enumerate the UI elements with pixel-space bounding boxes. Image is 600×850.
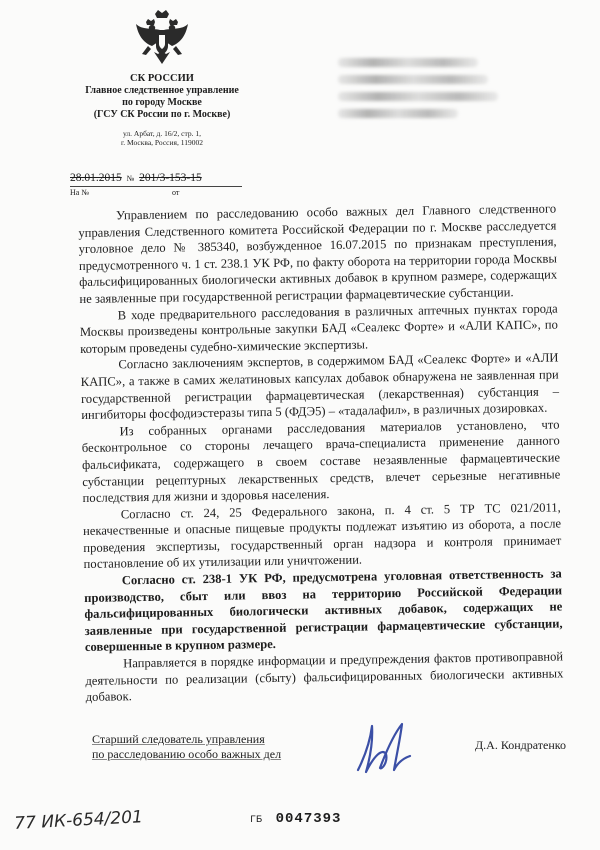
address-line: ул. Арбат, д. 16/2, стр. 1,: [123, 129, 201, 138]
body-paragraph: Из собранных органами расследования материалов установлено, что бесконтрольное со стороны лечащего врача-специалиста применение данного фальсификата, содержащего в своем составе незаявленные фармацевтические субстанции рецептурных лекарственных средств, влечет серьезные негативные последствия для жизни и здоровья населения.: [81, 417, 561, 506]
serial-prefix: ГБ: [250, 815, 263, 826]
bold-warning-paragraph: Согласно ст. 238-1 УК РФ, предусмотрена уголовная ответственность за производство, сбыт или ввоз на территорию Российской Федерации фальсифицированных биологически активных добавок, содержащих не заявленные при государственной регистрации фармацевтические субстанции, совершенные в крупном размере.: [84, 566, 563, 655]
registration-underline: [70, 186, 242, 187]
org-address: [62, 129, 262, 147]
redacted-recipient-block: [338, 58, 538, 126]
body-paragraph: Согласно заключениям экспертов, в содержимом БАД «Сеалекс Форте» и «АЛИ КАПС», а также в самих желатиновых капсулах добавок обнаружена не заявленная при государственной регистрации фармацевтическая (лекарственная) субстанция – ингибиторы фосфодиэстеразы типа 5 (ФДЭ5) – «тадалафил», в различных дозировках.: [80, 350, 560, 423]
org-name-line: (ГСУ СК России по г. Москве): [93, 109, 231, 120]
number-sign: №: [126, 174, 135, 183]
body-paragraph: Согласно ст. 24, 25 Федерального закона, п. 4 ст. 5 ТР ТС 021/2011, некачественные и опасные пищевые продукты подлежат изъятию из оборота, а после проведения экспертизы, государственный орган надзора и контроля принимает постановление об их утилизации или уничтожении.: [82, 500, 562, 572]
serial-number: 0047393: [275, 811, 342, 827]
signatory-name: Д.А. Кондратенко: [474, 738, 566, 752]
signatory-title-line: Старший следователь управления: [92, 732, 265, 746]
form-serial-number: [250, 809, 341, 827]
body-paragraph: Управлением по расследованию особо важных дел Главного следственного управления Следственного комитета Российской Федерации по г. Москве расследуется уголовное дело № 385340, возбужденное 16.07.2015 по признакам преступления, предусмотренного ч. 1 ст. 238.1 УК РФ, по факту оборота на территории города Москвы фальсифицированных биологически активных добавок в крупном размере, содержащих не заявленные при государственной регистрации фармацевтические субстанции.: [78, 201, 558, 306]
org-short-name: СК РОССИИ: [130, 73, 194, 84]
registration-line: [70, 172, 270, 184]
closing-paragraph: Направляется в порядке информации и предупреждения фактов противоправной деятельности по реализации (сбыту) фальсифицированных биологически активных добавок.: [85, 649, 564, 705]
letterhead: [62, 8, 262, 147]
redaction-bar: [338, 75, 488, 84]
redaction-bar: [338, 109, 458, 118]
letter-body: [78, 200, 564, 705]
russian-coat-of-arms-icon: [134, 8, 190, 66]
handwritten-registry-note: [8, 794, 208, 834]
outgoing-date: 28.01.2015: [70, 172, 122, 184]
handwritten-note-text: 77 ИК-654/201: [13, 807, 144, 834]
org-name-line: по городу Москве: [122, 97, 202, 108]
address-line: г. Москва, Россия, 119002: [121, 138, 203, 147]
redaction-bar: [338, 58, 478, 67]
signatory-title-line: по расследованию особо важных дел: [92, 747, 282, 761]
reference-prefix: На №: [70, 188, 89, 197]
signature-block: [92, 730, 582, 790]
org-name-line: Главное следственное управление: [85, 85, 239, 96]
body-paragraph: В ходе предварительного расследования в различных аптечных пунктах города Москвы произведены контрольные закупки БАД «Сеалекс Форте» и «АЛИ КАПС», по которым проведены судебно-химические экспертизы.: [79, 301, 559, 356]
handwritten-signature-icon: [350, 712, 420, 782]
signatory-title: [92, 732, 281, 762]
redaction-bar: [338, 92, 498, 101]
outgoing-number: 201/3-153-15: [139, 172, 202, 184]
reference-from: от: [172, 188, 180, 197]
